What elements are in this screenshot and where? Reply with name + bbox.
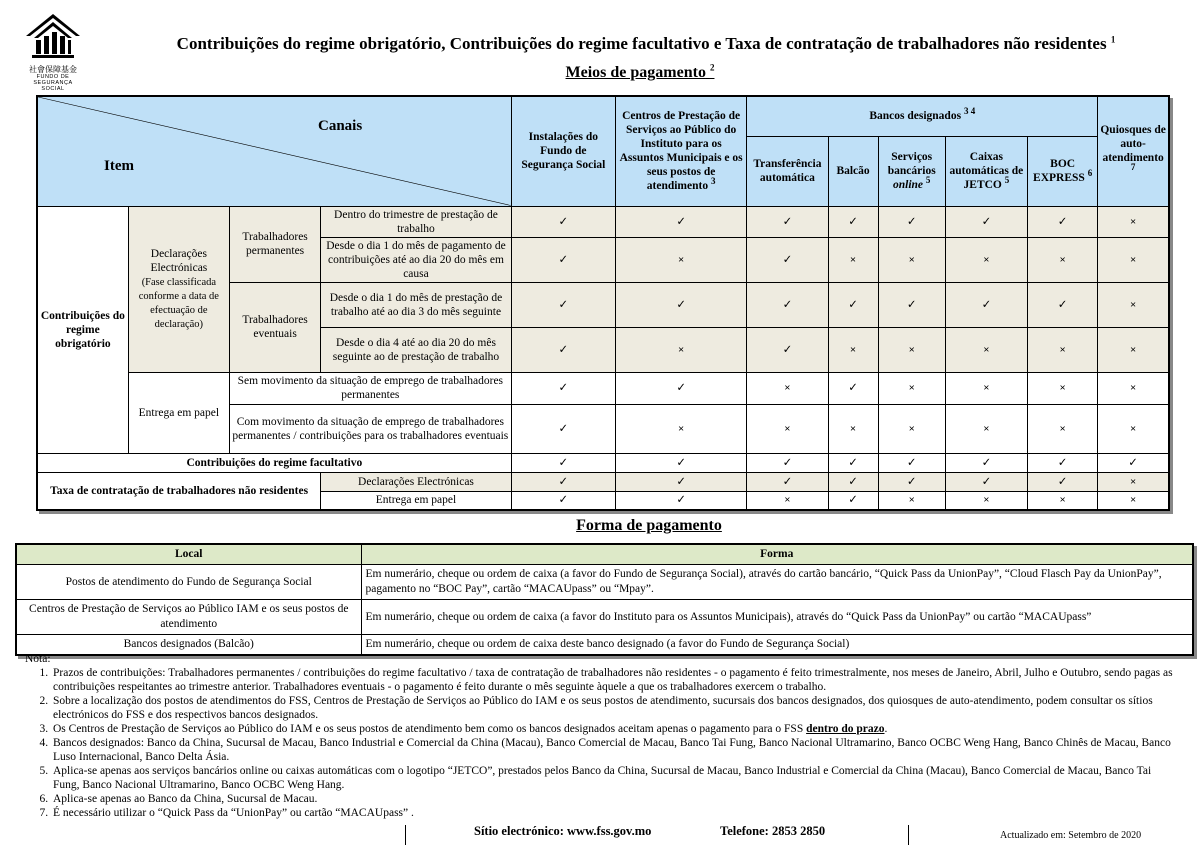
note-item: 6. Aplica-se apenas ao Banco da China, Sucursal de Macau.: [51, 792, 1175, 806]
mark-cell: ×: [615, 327, 746, 372]
row-label: Desde o dia 1 do mês de prestação de trabalho até ao dia 3 do mês seguinte: [321, 282, 511, 327]
corner-canais: Canais: [318, 118, 363, 134]
row-label: Desde o dia 1 do mês de pagamento de contribuições até ao dia 20 do mês em causa: [321, 237, 511, 282]
col-forma: Forma: [361, 544, 1193, 565]
mark-cell: ✓: [747, 453, 828, 472]
notes-section: [25, 652, 1175, 820]
mark-cell: ✓: [615, 282, 746, 327]
footer-phone: Telefone: 2853 2850: [720, 824, 826, 838]
group-papel: Entrega em papel: [128, 372, 229, 453]
mark-cell: ×: [945, 327, 1027, 372]
col-quiosques: Quiosques de auto-atendimento $^7$: [1098, 96, 1169, 206]
row-label: Sem movimento da situação de emprego de trabalhadores permanentes: [229, 372, 511, 404]
forma-pagamento-table: [15, 543, 1194, 656]
page-title: Contribuições do regime obrigatório, Contribuições do regime facultativo e Taxa de contratação de trabalhadores não residentes $^1$: [176, 34, 1116, 53]
mark-cell: ✓: [511, 491, 615, 510]
note-item: 1. Prazos de contribuições: Trabalhadores permanentes / contribuições do regime facultativo / taxa de contratação de trabalhadores não residentes - o pagamento é feito trimestralmente, nos meses de Janeiro, Abril, Julho e Outubro, sendo pagas as contribuições respeitantes ao trimestre anterior. Trabalhadores eventuais - o pagamento é feito durante o mês seguinte àquele a que os trabalhadores exercem o trabalho.: [51, 666, 1175, 694]
mark-cell: ✓: [615, 372, 746, 404]
mark-cell: ✓: [511, 206, 615, 237]
note-item: 2. Sobre a localização dos postos de atendimentos do FSS, Centros de Prestação de Serviços ao Público do IAM e os seus postos de atendimento, sucursais dos bancos designados, dos quiosques de auto-atendimento, podem consultar os sítios electrónicos do FSS e dos respectivos bancos designados.: [51, 694, 1175, 722]
diagonal-line: [38, 97, 511, 206]
forma-cell: Em numerário, cheque ou ordem de caixa (a favor do Instituto para os Assuntos Municipais), através do “Quick Pass da UnionPay” ou cartão “MACAUpass”: [361, 600, 1193, 635]
mark-cell: ✓: [828, 453, 878, 472]
corner-item: Item: [104, 158, 134, 174]
mark-cell: ✓: [511, 327, 615, 372]
mark-cell: ×: [878, 491, 945, 510]
mark-cell: ×: [945, 491, 1027, 510]
logo-portuguese: FUNDO DE SEGURANÇA SOCIAL: [33, 74, 73, 92]
mark-cell: ✓: [747, 237, 828, 282]
mark-cell: ✓: [615, 472, 746, 491]
group-permanentes: Trabalhadores permanentes: [229, 206, 320, 282]
row-label: Dentro do trimestre de prestação de trabalho: [321, 206, 511, 237]
mark-cell: ✓: [747, 472, 828, 491]
footer-divider: [405, 825, 406, 845]
mark-cell: ✓: [828, 472, 878, 491]
mark-cell: ×: [747, 491, 828, 510]
col-bancos: Bancos designados $^{3 4}$: [747, 96, 1098, 136]
mark-cell: ✓: [945, 206, 1027, 237]
mark-cell: ✓: [747, 206, 828, 237]
mark-cell: ✓: [828, 282, 878, 327]
mark-cell: ✓: [511, 404, 615, 453]
mark-cell: ✓: [828, 491, 878, 510]
mark-cell: ×: [1028, 404, 1098, 453]
sub-balcao: Balcão: [828, 136, 878, 206]
mark-cell: ×: [1028, 372, 1098, 404]
note-item: 4. Bancos designados: Banco da China, Sucursal de Macau, Banco Industrial e Comercial da China (Macau), Banco Comercial de Macau, Banco Tai Fung, Banco Nacional Ultramarino, Banco OCBC Weng Hang, Banco Chinês de Macau, Banco Luso Internacional, Banco Delta Ásia.: [51, 736, 1175, 764]
fss-logo-icon: [22, 12, 84, 60]
table-row: [37, 472, 1169, 491]
mark-cell: ✓: [511, 237, 615, 282]
mark-cell: ✓: [828, 206, 878, 237]
local-cell: Bancos designados (Balcão): [16, 635, 361, 656]
mark-cell: ×: [945, 404, 1027, 453]
sub-caixas: Caixas automáticas de JETCO $^5$: [945, 136, 1027, 206]
mark-cell: ×: [828, 404, 878, 453]
group-taxa: Taxa de contratação de trabalhadores não residentes: [37, 472, 321, 510]
table-row: [37, 453, 1169, 472]
table-row: [16, 600, 1193, 635]
mark-cell: ✓: [878, 206, 945, 237]
dentro-prazo-link[interactable]: dentro do prazo: [806, 723, 885, 735]
mark-cell: ×: [1098, 206, 1169, 237]
group-eventuais: Trabalhadores eventuais: [229, 282, 320, 372]
row-label: Entrega em papel: [321, 491, 511, 510]
row-label: Declarações Electrónicas: [321, 472, 511, 491]
mark-cell: ✓: [878, 282, 945, 327]
mark-cell: ×: [945, 372, 1027, 404]
mark-cell: ×: [615, 404, 746, 453]
table-row: [37, 372, 1169, 404]
mark-cell: ×: [828, 237, 878, 282]
section-title-forma: Forma de pagamento: [576, 517, 722, 534]
group-declaracoes: Declarações Electrónicas (Fase classificada conforme a data de efectuação de declaração): [128, 206, 229, 372]
mark-cell: ×: [1028, 327, 1098, 372]
mark-cell: ✓: [615, 206, 746, 237]
mark-cell: ✓: [945, 453, 1027, 472]
mark-cell: ×: [878, 404, 945, 453]
mark-cell: ×: [1098, 237, 1169, 282]
sub-transferencia: Transferência automática: [747, 136, 828, 206]
mark-cell: ✓: [615, 491, 746, 510]
col-iam: Centros de Prestação de Serviços ao Público do Instituto para os Assuntos Municipais e os seus postos de atendimento $^3$: [615, 96, 746, 206]
mark-cell: ✓: [747, 282, 828, 327]
mark-cell: ✓: [945, 282, 1027, 327]
sub-boc: BOC EXPRESS $^6$: [1028, 136, 1098, 206]
group-obrigatorio: Contribuições do regime obrigatório: [37, 206, 128, 453]
mark-cell: ✓: [1028, 472, 1098, 491]
table-row: [37, 206, 1169, 237]
mark-cell: ×: [1098, 282, 1169, 327]
mark-cell: ✓: [878, 453, 945, 472]
local-cell: Postos de atendimento do Fundo de Segurança Social: [16, 565, 361, 600]
mark-cell: ×: [1098, 327, 1169, 372]
mark-cell: ×: [828, 327, 878, 372]
meios-pagamento-table: [36, 95, 1170, 511]
mark-cell: ×: [1098, 491, 1169, 510]
note-item: 3. Os Centros de Prestação de Serviços ao Público do IAM e os seus postos de atendimento bem como os bancos designados aceitam apenas o pagamento para o FSS dentro do prazo.: [51, 722, 1175, 736]
mark-cell: ✓: [747, 327, 828, 372]
table-row: [16, 565, 1193, 600]
notes-label: Nota:: [25, 653, 51, 665]
mark-cell: ×: [945, 237, 1027, 282]
logo-chinese: 社會保障基金: [29, 65, 77, 74]
footer-updated: Actualizado em: Setembro de 2020: [1000, 830, 1142, 841]
forma-cell: Em numerário, cheque ou ordem de caixa deste banco designado (a favor do Fundo de Segurança Social): [361, 635, 1193, 656]
note-item: 5. Aplica-se apenas aos serviços bancários online ou caixas automáticas com o logotipo “JETCO”, prestados pelos Banco da China, Sucursal de Macau, Banco Industrial e Comercial da China (Macau), Banco Comercial de Macau, Banco Tai Fung, Banco Nacional Ultramarino, Banco OCBC Weng Hang.: [51, 764, 1175, 792]
mark-cell: ×: [1098, 472, 1169, 491]
mark-cell: ✓: [1028, 453, 1098, 472]
mark-cell: ×: [878, 237, 945, 282]
row-label: Desde o dia 4 até ao dia 20 do mês seguinte ao de prestação de trabalho: [321, 327, 511, 372]
col-fss: Instalações do Fundo de Segurança Social: [511, 96, 615, 206]
mark-cell: ✓: [511, 453, 615, 472]
mark-cell: ×: [1098, 372, 1169, 404]
mark-cell: ✓: [511, 282, 615, 327]
mark-cell: ✓: [828, 372, 878, 404]
mark-cell: ✓: [1028, 282, 1098, 327]
footer-divider: [908, 825, 909, 845]
mark-cell: ✓: [511, 372, 615, 404]
mark-cell: ✓: [1098, 453, 1169, 472]
mark-cell: ×: [878, 372, 945, 404]
corner-header: [37, 96, 511, 206]
row-label: Com movimento da situação de emprego de trabalhadores permanentes / contribuições para os trabalhadores eventuais: [229, 404, 511, 453]
sub-servicos: Serviços bancários online $^5$: [878, 136, 945, 206]
mark-cell: ×: [1028, 491, 1098, 510]
mark-cell: ×: [1098, 404, 1169, 453]
row-label: Contribuições do regime facultativo: [37, 453, 511, 472]
mark-cell: ✓: [511, 472, 615, 491]
section-title-meios: Meios de pagamento $^2$: [565, 62, 715, 81]
mark-cell: ×: [878, 327, 945, 372]
mark-cell: ✓: [1028, 206, 1098, 237]
footer-website[interactable]: Sítio electrónico: www.fss.gov.mo: [474, 824, 652, 838]
mark-cell: ×: [615, 237, 746, 282]
mark-cell: ✓: [945, 472, 1027, 491]
mark-cell: ×: [747, 372, 828, 404]
mark-cell: ×: [1028, 237, 1098, 282]
note-item: 7. É necessário utilizar o “Quick Pass da “UnionPay” ou cartão “MACAUpass” .: [51, 806, 1175, 820]
mark-cell: ✓: [615, 453, 746, 472]
forma-cell: Em numerário, cheque ou ordem de caixa (a favor do Fundo de Segurança Social), através do cartão bancário, “Quick Pass da UnionPay”, “Cloud Flasch Pay da UnionPay”, pagamento no “BOC Pay”, cartão “MACAUpass” ou “Mpay”.: [361, 565, 1193, 600]
col-local: Local: [16, 544, 361, 565]
local-cell: Centros de Prestação de Serviços ao Público IAM e os seus postos de atendimento: [16, 600, 361, 635]
mark-cell: ×: [747, 404, 828, 453]
mark-cell: ✓: [878, 472, 945, 491]
